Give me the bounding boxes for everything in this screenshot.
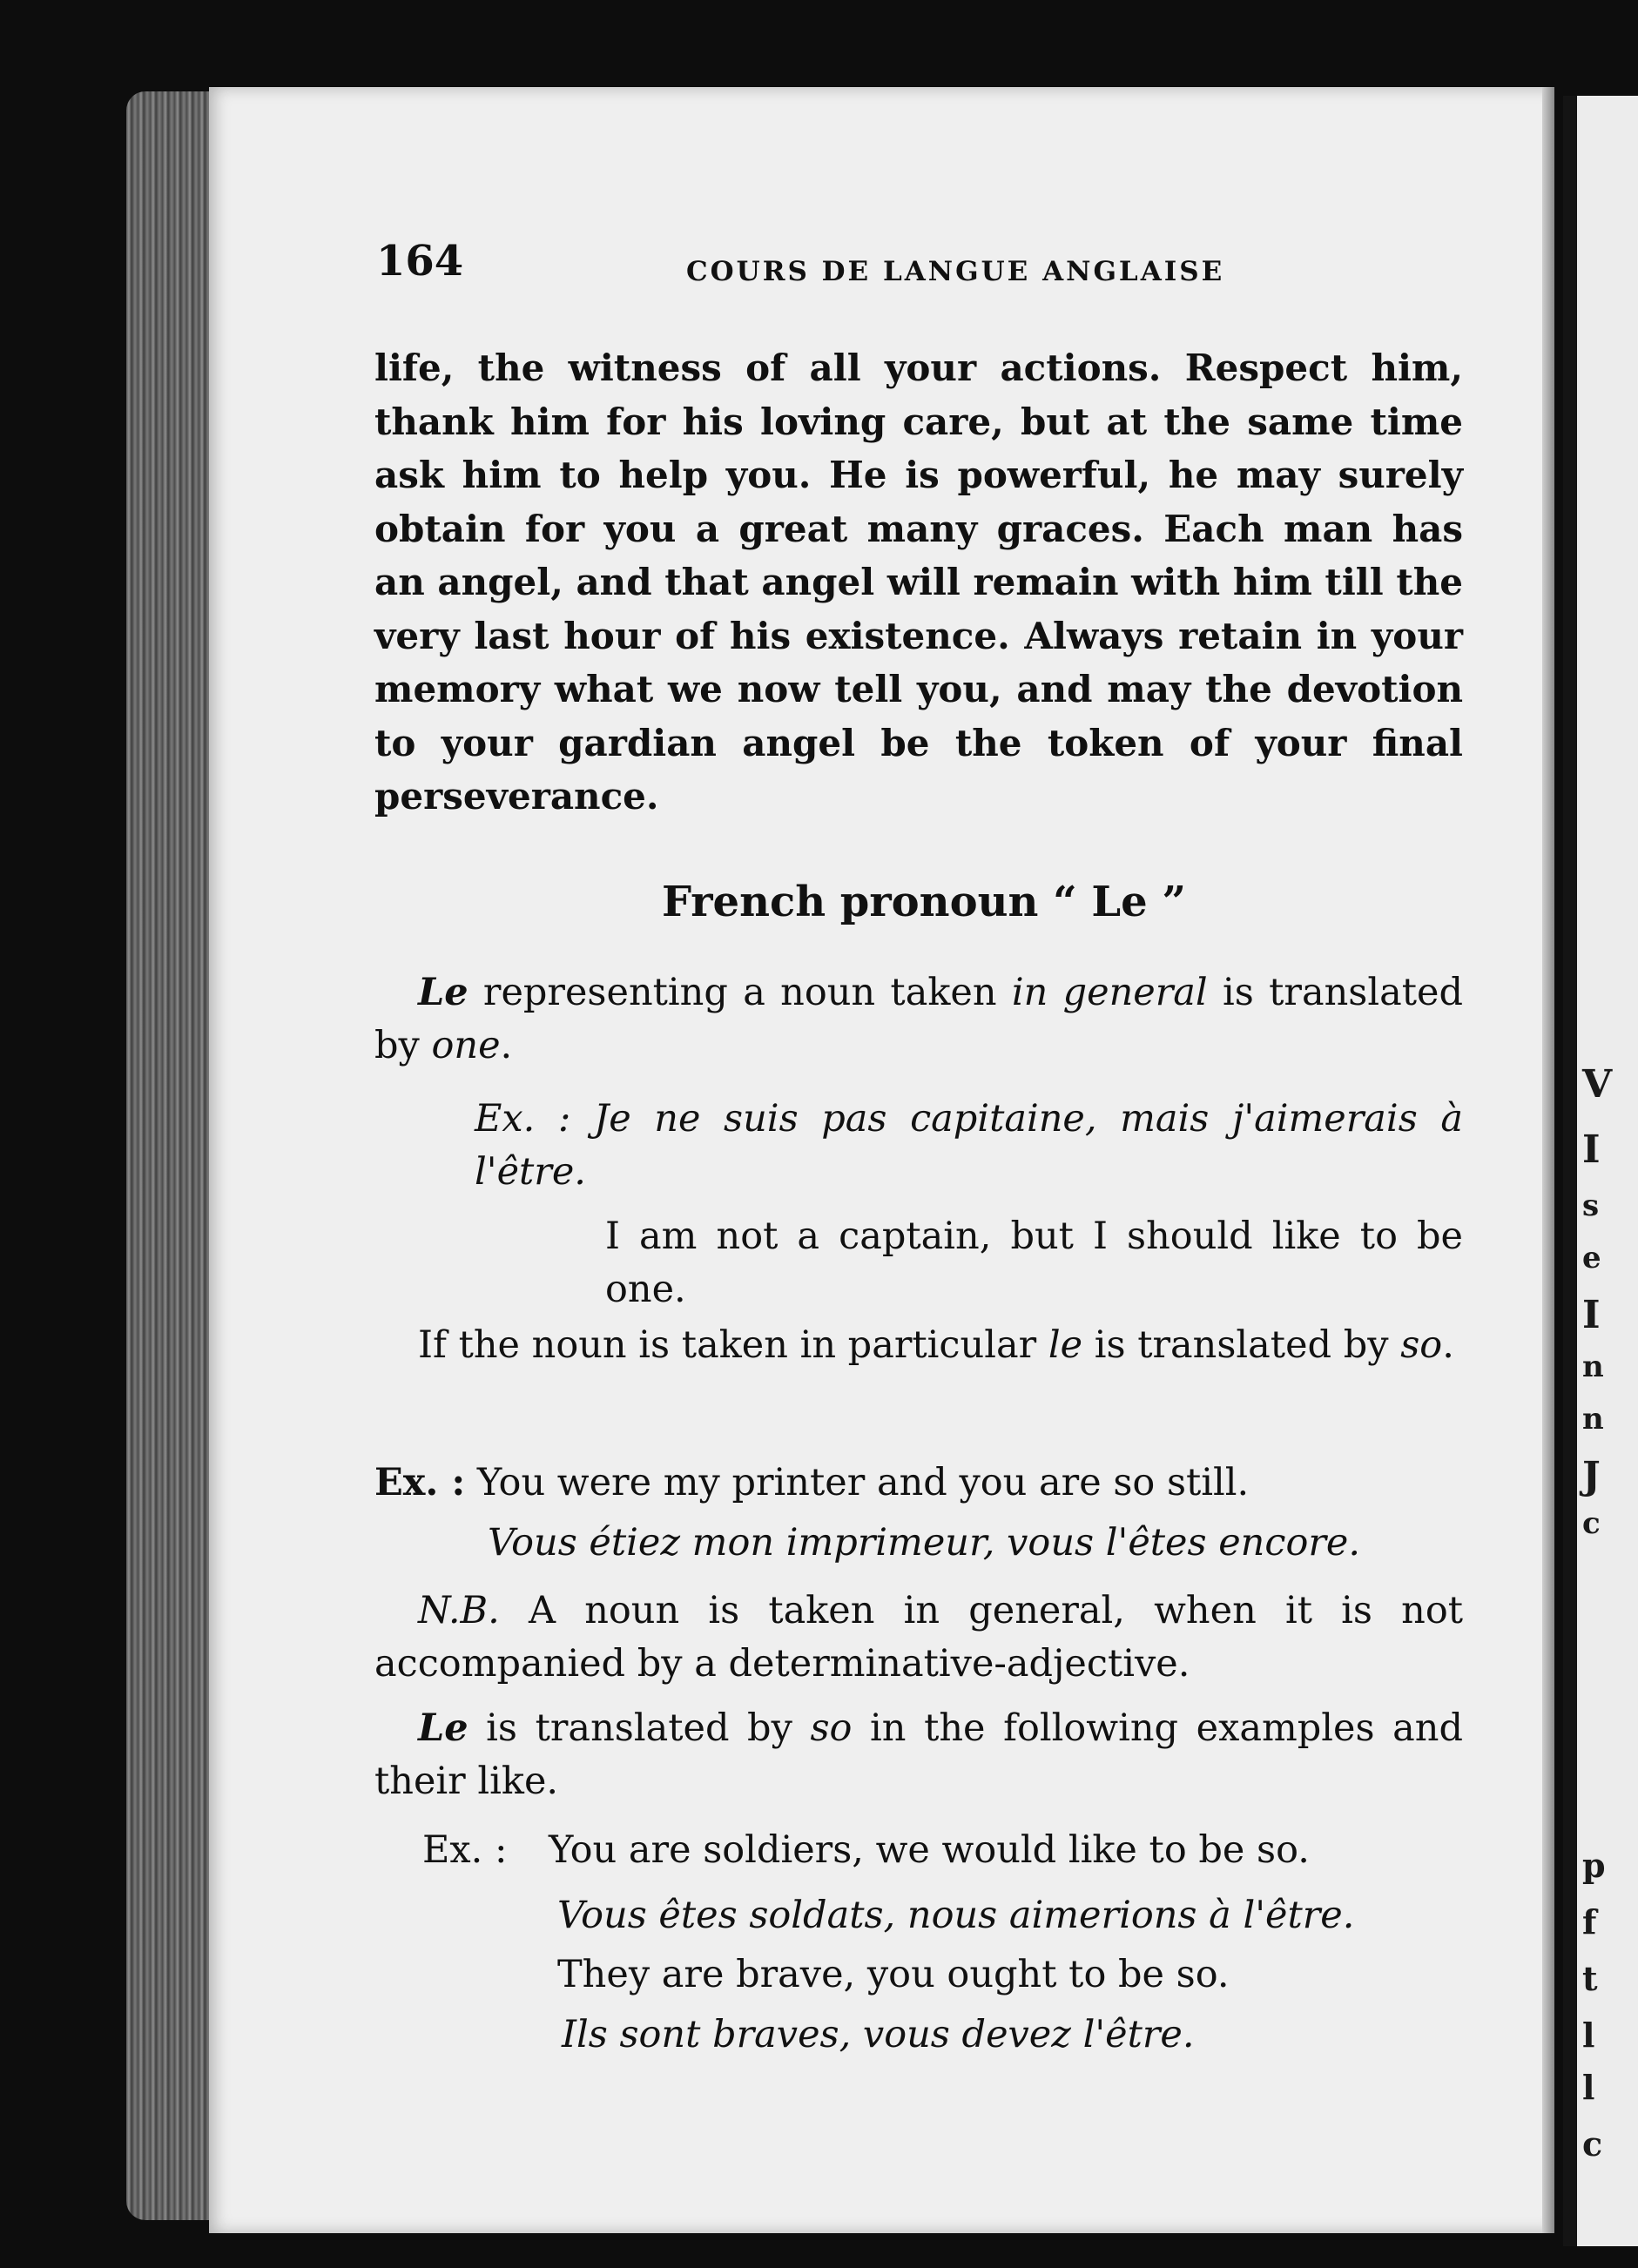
- rule-text: representing a noun taken: [468, 971, 1012, 1014]
- example-label: Ex. :: [374, 1461, 466, 1504]
- rule-le-so: [374, 1702, 1463, 1808]
- running-header: COURS DE LANGUE ANGLAISE: [686, 256, 1225, 287]
- nb-note: [374, 1585, 1463, 1691]
- facing-page-letter: n: [1582, 1349, 1604, 1384]
- rule-text: in the following examples and their like.: [374, 1706, 1463, 1803]
- section-heading: French pronoun “ Le ”: [662, 878, 1187, 926]
- english-sentence: You were my printer and you are so still.: [476, 1461, 1250, 1504]
- facing-page-letter: l: [1582, 2068, 1595, 2107]
- so-term: so: [1400, 1323, 1443, 1367]
- rule-text: is translated by: [1082, 1323, 1401, 1367]
- book-spine-edge: [126, 91, 213, 2220]
- page-number: 164: [376, 237, 464, 286]
- facing-page-letter: c: [1582, 2124, 1603, 2164]
- facing-page-letter: e: [1582, 1241, 1601, 1275]
- facing-page-letter: f: [1582, 1902, 1597, 1942]
- in-general-term: in general: [1011, 971, 1208, 1014]
- so-term: so: [810, 1706, 853, 1750]
- example3-label: Ex. :: [422, 1828, 508, 1872]
- facing-page-edge: [1563, 96, 1638, 2246]
- facing-page-letter: V: [1582, 1062, 1613, 1107]
- example2-french: Vous étiez mon imprimeur, vous l'êtes encore.: [488, 1521, 1361, 1565]
- facing-page-letter: J: [1582, 1454, 1601, 1498]
- facing-page-letter: s: [1582, 1188, 1600, 1223]
- example2-english: [374, 1457, 1249, 1510]
- facing-page-letter: l: [1582, 2016, 1595, 2055]
- example-label: Ex. :: [475, 1097, 571, 1141]
- nb-text: A noun is taken in general, when it is not accompanied by a determinative-adjective.: [374, 1589, 1463, 1686]
- example3-line1: You are soldiers, we would like to be so.: [549, 1828, 1310, 1872]
- nb-label: N.B.: [418, 1589, 500, 1632]
- facing-page-letter: I: [1582, 1127, 1601, 1172]
- le-term: Le: [418, 971, 468, 1014]
- example1-french: [475, 1093, 1463, 1199]
- le-term: le: [1048, 1323, 1083, 1367]
- example3-line3: They are brave, you ought to be so.: [557, 1953, 1230, 1996]
- page-gutter-shadow: [1542, 87, 1554, 2233]
- example1-english: I am not a captain, but I should like to be one.: [605, 1215, 1463, 1311]
- facing-page-letter: t: [1582, 1959, 1598, 1998]
- facing-page-letter: c: [1582, 1506, 1601, 1541]
- facing-page-letter: I: [1582, 1293, 1601, 1337]
- facing-page-letter: n: [1582, 1402, 1604, 1437]
- rule-end: .: [500, 1024, 513, 1067]
- example3-line4: Ils sont braves, vous devez l'être.: [562, 2013, 1195, 2056]
- le-term: Le: [418, 1706, 468, 1750]
- rule-le-general: [374, 966, 1463, 1073]
- rule-end: .: [1442, 1323, 1454, 1367]
- facing-page-letter: p: [1582, 1846, 1606, 1885]
- one-term: one: [431, 1024, 501, 1067]
- rule-text: is translated by: [468, 1706, 811, 1750]
- example3-line2: Vous êtes soldats, nous aimerions à l'être.: [557, 1894, 1355, 1937]
- opening-paragraph: life, the witness of all your actions. Respect him, thank him for his loving care, but at the same time ask him to help you. He is powerful, he may surely obtain for you a great many graces. Each man has an angel, and that angel will remain with him till the very last hour of his existence. Always retain in your memory what we now tell you, and may the devotion to your gardian angel be the token of your final perseverance.: [374, 347, 1463, 818]
- rule-text: If the noun is taken in particular: [418, 1323, 1048, 1367]
- rule-le-particular: [374, 1319, 1463, 1372]
- french-sentence: Je ne suis pas capitaine, mais j'aimerais à l'être.: [475, 1097, 1463, 1194]
- rule-text: is translated by: [374, 971, 1463, 1067]
